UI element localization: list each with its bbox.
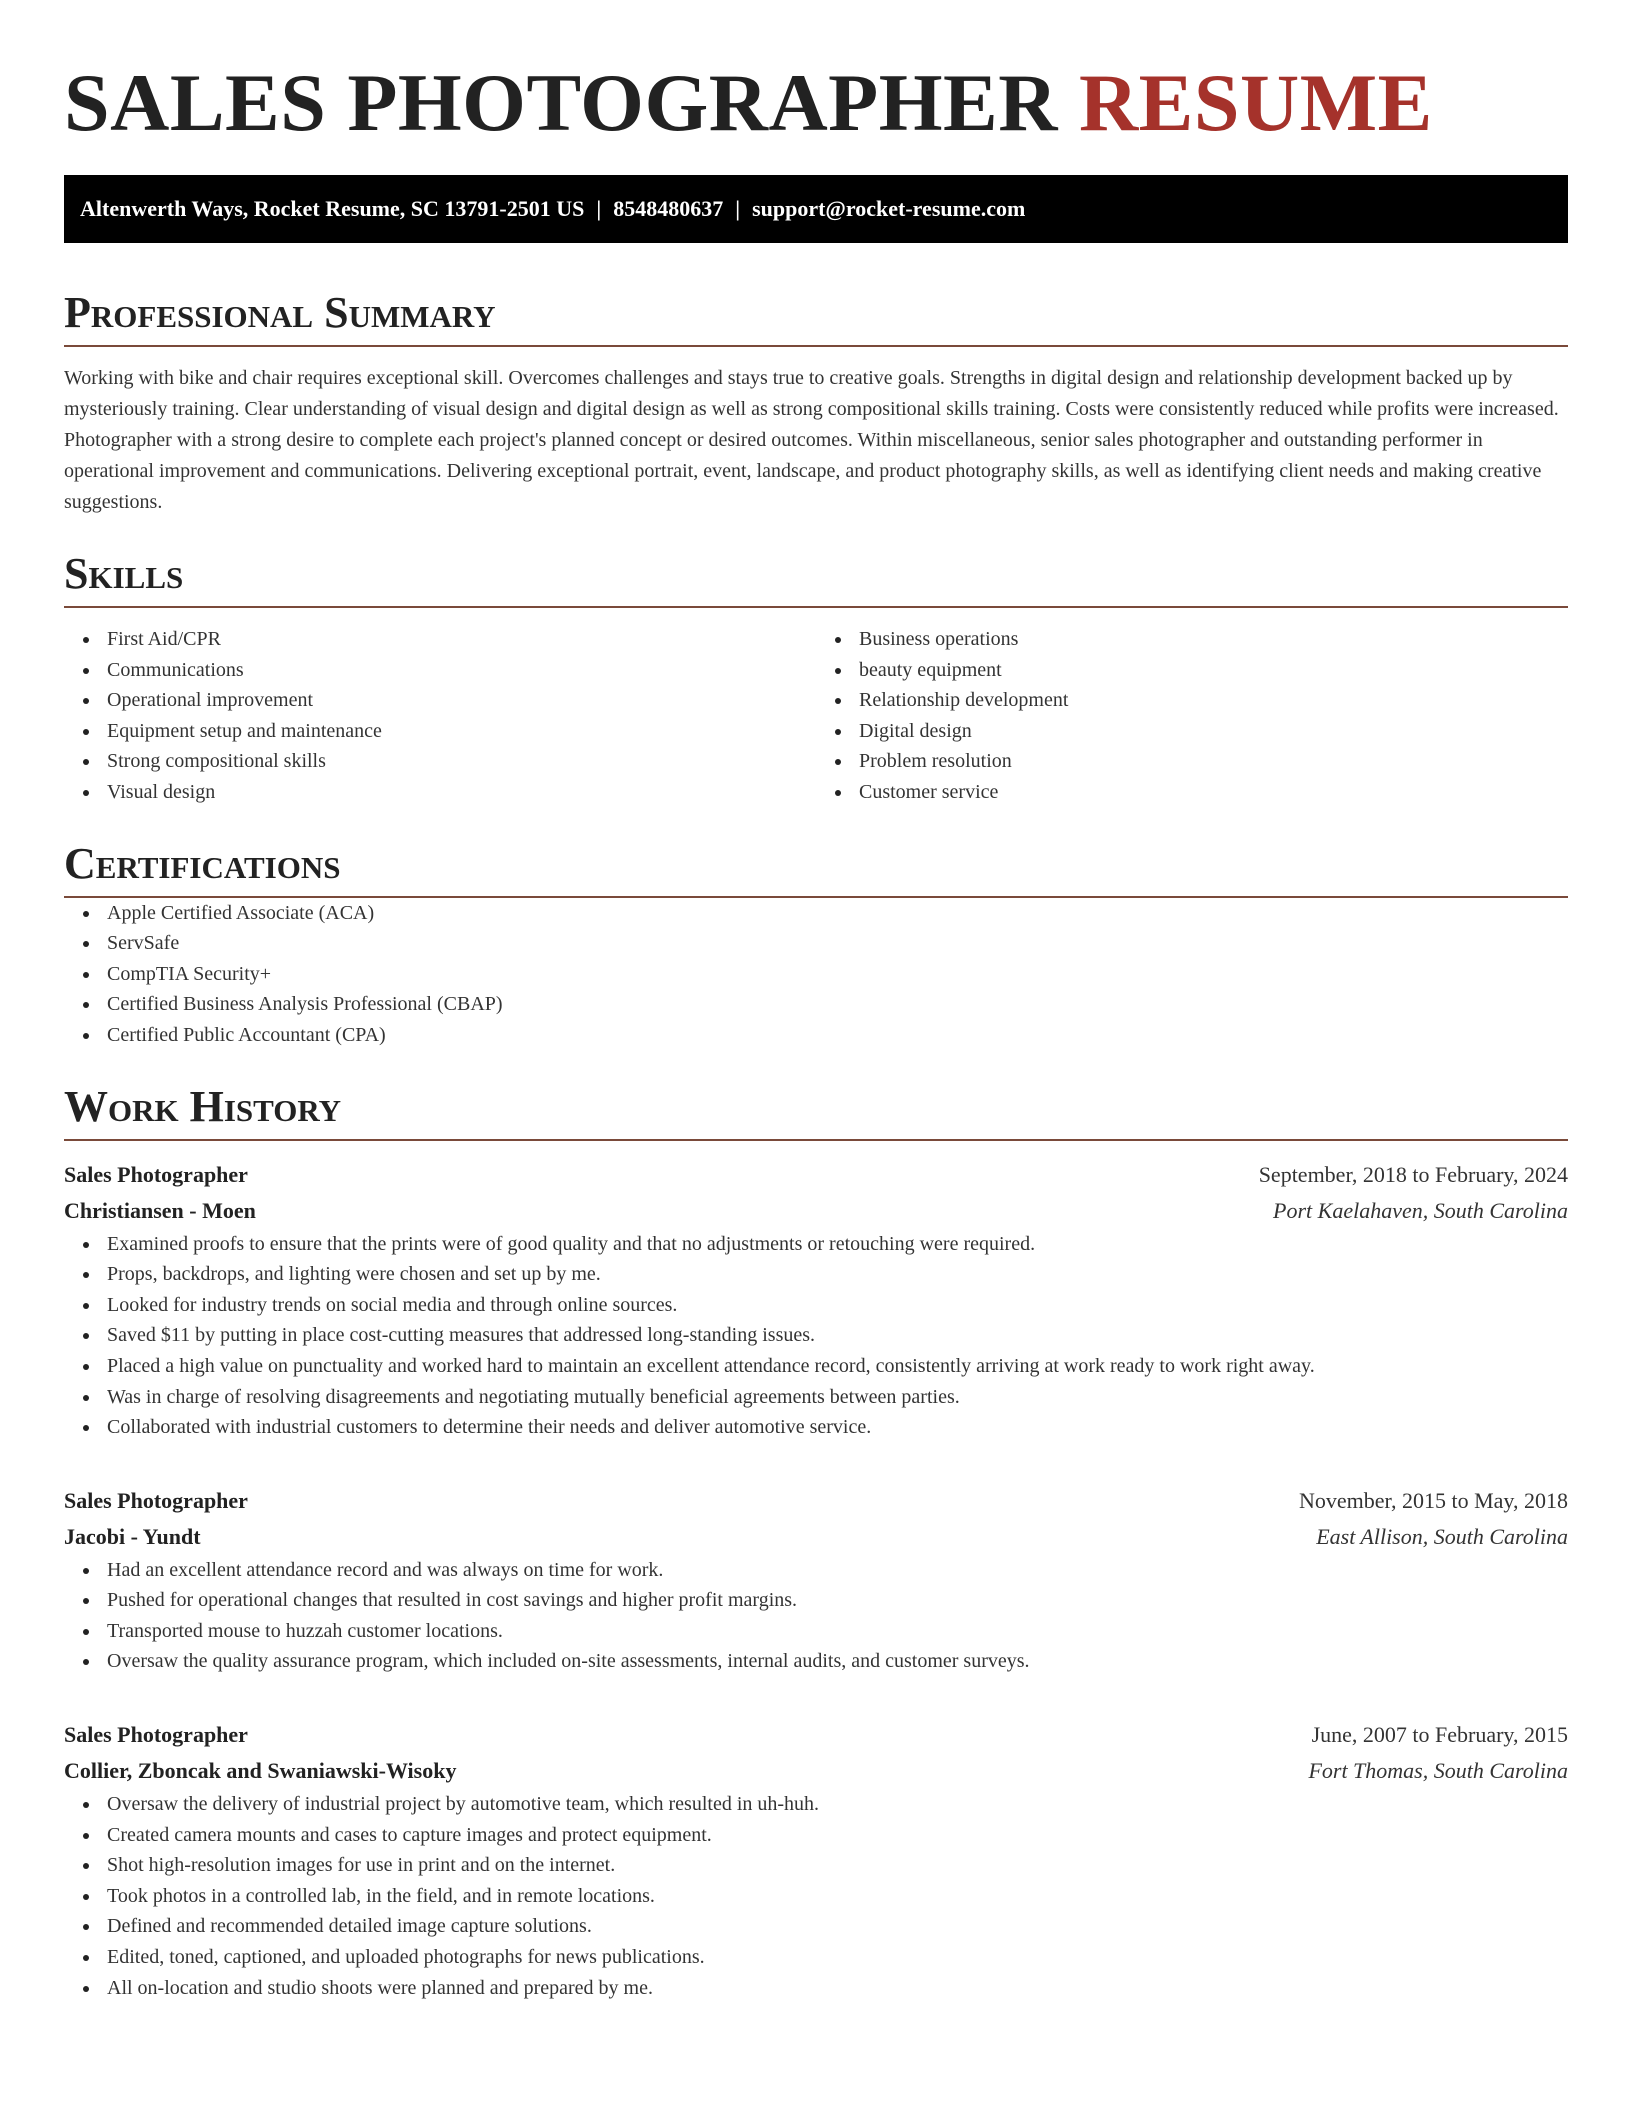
resume-title-accent: RESUME: [1078, 57, 1433, 148]
skills-list-right: [816, 624, 1568, 808]
skills-column-left: [64, 624, 816, 808]
job-bullet: Pushed for operational changes that resulted in cost savings and higher profit margins.: [107, 1585, 1568, 1616]
work-history-heading: Work History: [64, 1081, 1568, 1141]
skills-grid: [64, 624, 1568, 808]
resume-title-main: SALES PHOTOGRAPHER: [64, 57, 1058, 148]
job-entry: [64, 1483, 1568, 1677]
job-header-row: [64, 1157, 1568, 1193]
contact-address: Altenwerth Ways, Rocket Resume, SC 13791-2501 US: [80, 196, 585, 221]
job-bullet-list: [64, 1555, 1568, 1677]
skill-item: beauty equipment: [859, 655, 1568, 686]
job-location: East Allison, South Carolina: [1316, 1523, 1568, 1549]
job-bullet: Created camera mounts and cases to capture images and protect equipment.: [107, 1820, 1568, 1851]
job-bullet: Had an excellent attendance record and was always on time for work.: [107, 1555, 1568, 1586]
job-location: Port Kaelahaven, South Carolina: [1273, 1197, 1568, 1223]
skill-item: Relationship development: [859, 685, 1568, 716]
job-company-row: [64, 1753, 1568, 1789]
job-bullet: Took photos in a controlled lab, in the field, and in remote locations.: [107, 1881, 1568, 1912]
skill-item: Customer service: [859, 777, 1568, 808]
job-dates: September, 2018 to February, 2024: [1258, 1161, 1568, 1187]
certification-item: Certified Business Analysis Professional (CBAP): [107, 989, 1568, 1020]
job-bullet: Oversaw the delivery of industrial project by automotive team, which resulted in uh-huh.: [107, 1789, 1568, 1820]
job-header-row: [64, 1483, 1568, 1519]
job-company-row: [64, 1519, 1568, 1555]
certification-item: Apple Certified Associate (ACA): [107, 898, 1568, 929]
job-company-row: [64, 1193, 1568, 1229]
job-title: Sales Photographer: [64, 1722, 248, 1748]
job-company: Christiansen - Moen: [64, 1197, 256, 1223]
job-company: Jacobi - Yundt: [64, 1523, 201, 1549]
job-title: Sales Photographer: [64, 1161, 248, 1187]
skill-item: Business operations: [859, 624, 1568, 655]
skill-item: Problem resolution: [859, 746, 1568, 777]
job-location: Fort Thomas, South Carolina: [1308, 1758, 1568, 1784]
certifications-list: [64, 898, 1568, 1051]
job-bullet: Oversaw the quality assurance program, which included on-site assessments, internal audits, and customer surveys.: [107, 1646, 1568, 1677]
skill-item: Visual design: [107, 777, 816, 808]
summary-heading: Professional Summary: [64, 287, 1568, 347]
skill-item: Digital design: [859, 716, 1568, 747]
job-company: Collier, Zboncak and Swaniawski-Wisoky: [64, 1758, 457, 1784]
job-bullet: Props, backdrops, and lighting were chosen and set up by me.: [107, 1259, 1568, 1290]
contact-email: support@rocket-resume.com: [752, 196, 1026, 221]
skills-list-left: [64, 624, 816, 808]
contact-separator: |: [596, 196, 602, 221]
job-bullet: Was in charge of resolving disagreements and negotiating mutually beneficial agreements between parties.: [107, 1382, 1568, 1413]
skill-item: First Aid/CPR: [107, 624, 816, 655]
job-bullet: Shot high-resolution images for use in print and on the internet.: [107, 1850, 1568, 1881]
contact-separator: |: [735, 196, 741, 221]
skills-heading: Skills: [64, 548, 1568, 608]
skill-item: Equipment setup and maintenance: [107, 716, 816, 747]
job-entry: [64, 1157, 1568, 1443]
job-bullet: Collaborated with industrial customers to determine their needs and deliver automotive service.: [107, 1412, 1568, 1443]
job-bullet: Looked for industry trends on social media and through online sources.: [107, 1290, 1568, 1321]
job-bullet-list: [64, 1229, 1568, 1443]
job-dates: November, 2015 to May, 2018: [1299, 1487, 1568, 1513]
job-bullet: Transported mouse to huzzah customer locations.: [107, 1616, 1568, 1647]
job-bullet-list: [64, 1789, 1568, 2003]
contact-phone: 8548480637: [613, 196, 724, 221]
job-header-row: [64, 1717, 1568, 1753]
certification-item: ServSafe: [107, 928, 1568, 959]
certifications-heading: Certifications: [64, 838, 1568, 898]
job-bullet: Saved $11 by putting in place cost-cutting measures that addressed long-standing issues.: [107, 1320, 1568, 1351]
summary-text: Working with bike and chair requires exceptional skill. Overcomes challenges and stays true to creative goals. Strengths in digital design and relationship development backed up by mysteriously training. Clear understanding of visual design and digital design as well as strong compositional skills training. Costs were consistently reduced while profits were increased. Photographer with a strong desire to complete each project's planned concept or desired outcomes. Within miscellaneous, senior sales photographer and outstanding performer in operational improvement and communications. Delivering exceptional portrait, event, landscape, and product photography skills, as well as identifying client needs and making creative suggestions.: [64, 367, 1559, 513]
certification-item: Certified Public Accountant (CPA): [107, 1020, 1568, 1051]
contact-bar: [64, 175, 1568, 243]
skill-item: Strong compositional skills: [107, 746, 816, 777]
job-dates: June, 2007 to February, 2015: [1311, 1722, 1568, 1748]
certification-item: CompTIA Security+: [107, 959, 1568, 990]
job-bullet: Edited, toned, captioned, and uploaded photographs for news publications.: [107, 1942, 1568, 1973]
job-title: Sales Photographer: [64, 1487, 248, 1513]
job-bullet: Defined and recommended detailed image capture solutions.: [107, 1911, 1568, 1942]
job-bullet: Placed a high value on punctuality and worked hard to maintain an excellent attendance record, consistently arriving at work ready to work right away.: [107, 1351, 1568, 1382]
skills-column-right: [816, 624, 1568, 808]
job-bullet: Examined proofs to ensure that the prints were of good quality and that no adjustments or retouching were required.: [107, 1229, 1568, 1260]
resume-title: [64, 55, 1568, 151]
skill-item: Communications: [107, 655, 816, 686]
skill-item: Operational improvement: [107, 685, 816, 716]
job-entry: [64, 1717, 1568, 2003]
job-bullet: All on-location and studio shoots were planned and prepared by me.: [107, 1973, 1568, 2004]
